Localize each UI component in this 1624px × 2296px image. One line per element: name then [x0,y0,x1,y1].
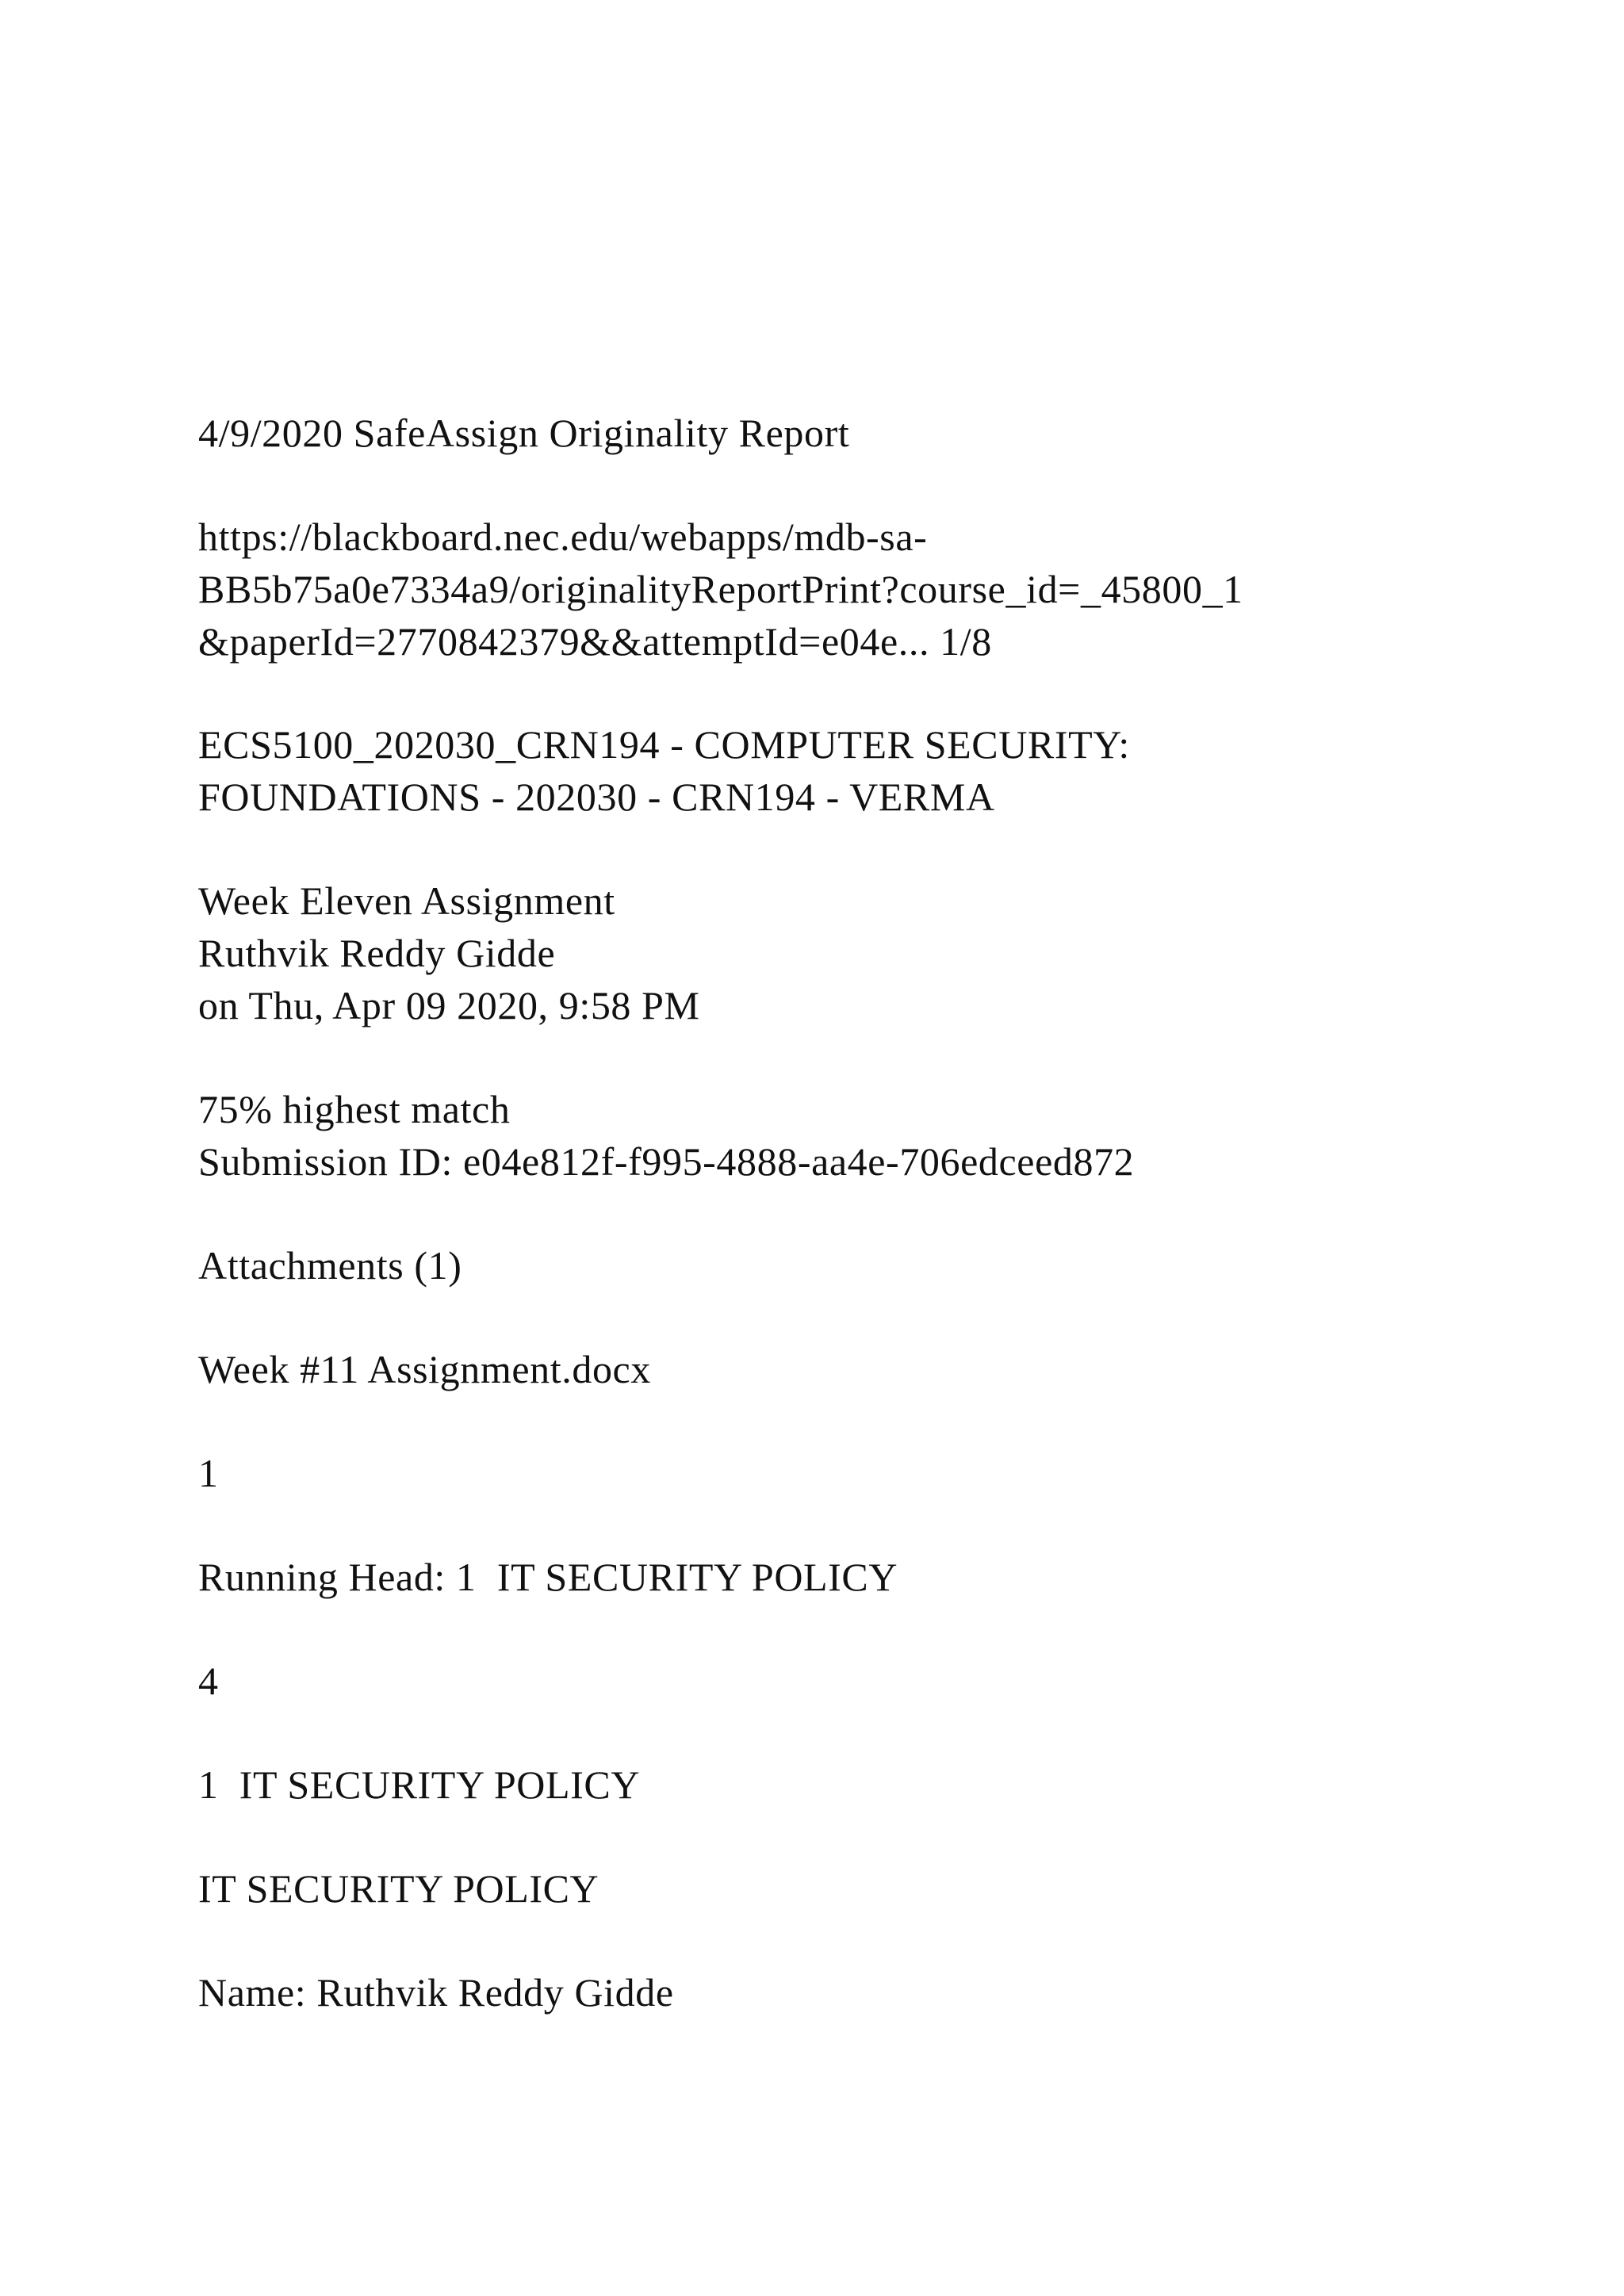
report-url-line-3: &paperId=2770842379&&attemptId=e04e... 1/8 [198,619,992,664]
document-title: IT SECURITY POLICY [198,1866,599,1911]
highest-match: 75% highest match [198,1087,511,1131]
page-number-4: 4 [198,1659,219,1703]
course-title-line-1: ECS5100_202030_CRN194 - COMPUTER SECURITY: [198,722,1130,767]
document-header: 1 IT SECURITY POLICY [198,1762,641,1807]
submission-date: on Thu, Apr 09 2020, 9:58 PM [198,983,700,1027]
report-url-line-1: https://blackboard.nec.edu/webapps/mdb-sa- [198,515,928,559]
author-name: Name: Ruthvik Reddy Gidde [198,1970,674,2015]
assignment-title: Week Eleven Assignment [198,878,615,923]
attachments-heading: Attachments (1) [198,1243,462,1288]
student-name: Ruthvik Reddy Gidde [198,931,556,975]
running-head: Running Head: 1 IT SECURITY POLICY [198,1555,898,1599]
attachment-file: Week #11 Assignment.docx [198,1347,651,1391]
submission-id: Submission ID: e04e812f-f995-4888-aa4e-706edceed872 [198,1139,1135,1184]
page-number-1: 1 [198,1451,219,1495]
report-url-line-2: BB5b75a0e7334a9/originalityReportPrint?course_id=_45800_1 [198,567,1243,611]
course-title-line-2: FOUNDATIONS - 202030 - CRN194 - VERMA [198,775,995,819]
report-header: 4/9/2020 SafeAssign Originality Report [198,411,850,455]
